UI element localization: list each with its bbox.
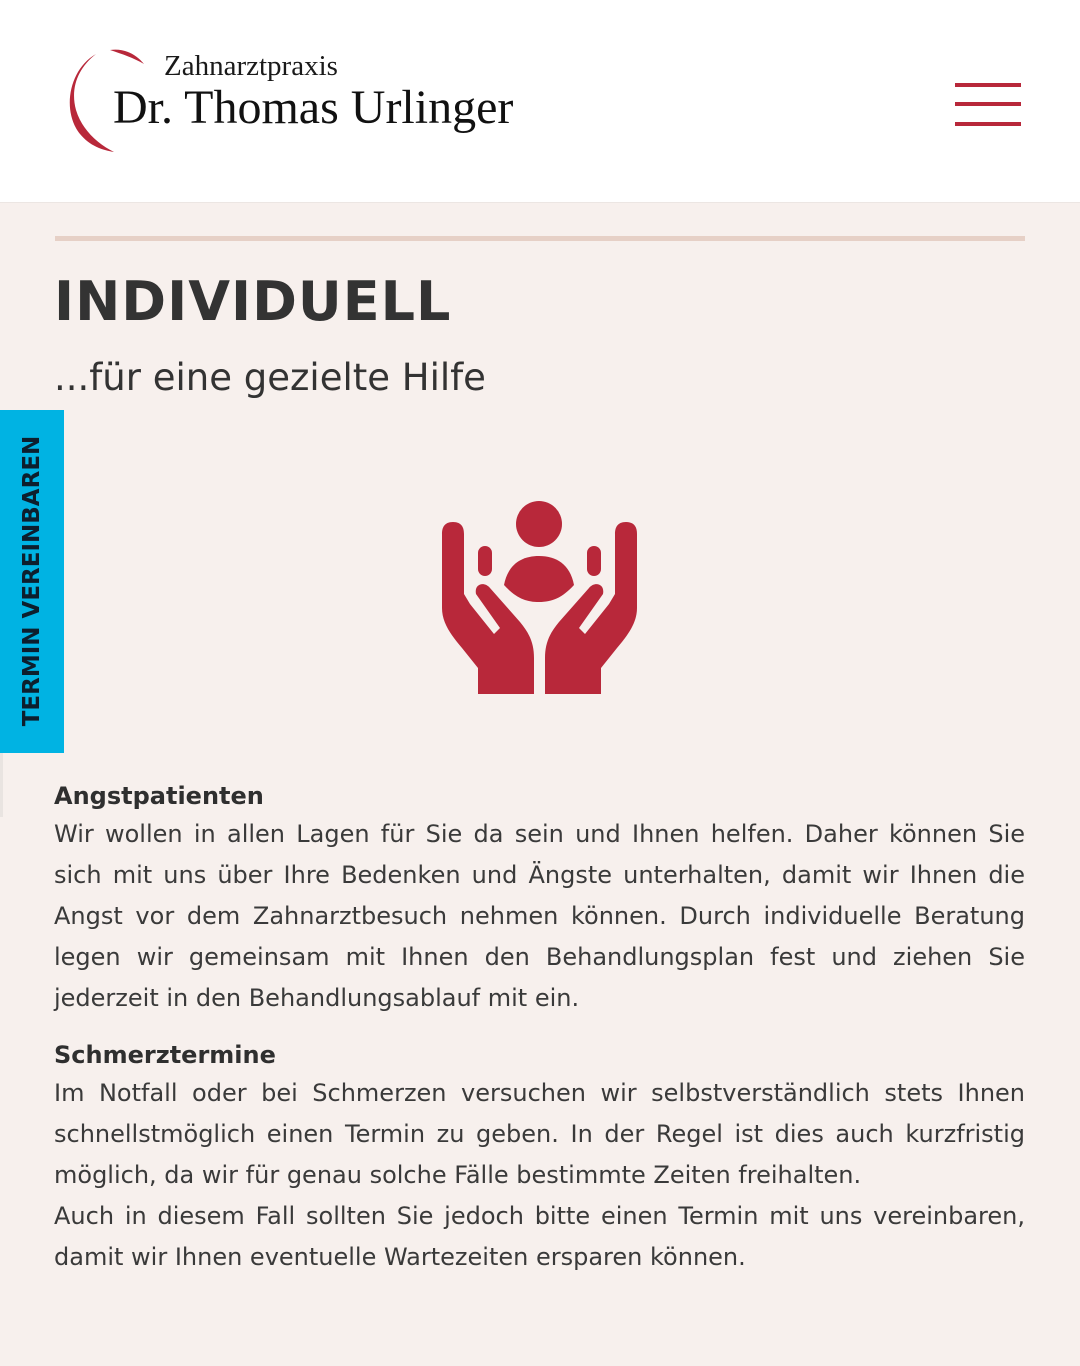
section-paragraph: Auch in diesem Fall sollten Sie jedoch bitte einen Termin mit uns vereinbaren, damit wir Ihnen eventuelle Wartezeiten ersparen können.	[54, 1202, 1025, 1271]
section-heading: Schmerztermine	[54, 1041, 276, 1069]
site-header	[0, 0, 1080, 203]
caring-hands-icon	[440, 498, 640, 698]
practice-logo[interactable]	[66, 46, 536, 156]
side-tab-shadow	[0, 753, 3, 817]
section-angstpatienten	[54, 778, 1025, 1019]
section-paragraph: Wir wollen in allen Lagen für Sie da sein und Ihnen helfen. Daher können Sie sich mit uns über Ihre Bedenken und Ängste unterhalten, damit wir Ihnen die Angst vor dem Zahnarztbesuch nehmen können. Durch individuelle Beratung legen wir gemeinsam mit Ihnen den Behandlungsplan fest und ziehen Sie jederzeit in den Behandlungsablauf mit ein.	[54, 820, 1025, 1012]
hamburger-bar	[955, 122, 1021, 126]
page-subtitle: ...für eine gezielte Hilfe	[54, 356, 486, 399]
section-paragraph: Im Notfall oder bei Schmerzen versuchen wir selbstverständlich stets Ihnen schnellstmöglich einen Termin zu geben. In der Regel ist dies auch kurzfristig möglich, da wir für genau solche Fälle bestimmte Zeiten freihalten.	[54, 1079, 1025, 1189]
logo-name: Dr. Thomas Urlinger	[113, 81, 514, 134]
hamburger-bar	[955, 102, 1021, 106]
section-schmerztermine	[54, 1037, 1025, 1278]
section-divider	[55, 236, 1025, 241]
logo-subtitle: Zahnarztpraxis	[164, 50, 338, 82]
section-heading: Angstpatienten	[54, 782, 264, 810]
appointment-side-tab[interactable]	[0, 410, 64, 753]
main-content	[54, 778, 1025, 1278]
hamburger-icon[interactable]	[955, 83, 1021, 127]
page-title: INDIVIDUELL	[54, 270, 452, 333]
appointment-tab-label: TERMIN VEREINBAREN	[19, 435, 45, 727]
hamburger-bar	[955, 83, 1021, 87]
